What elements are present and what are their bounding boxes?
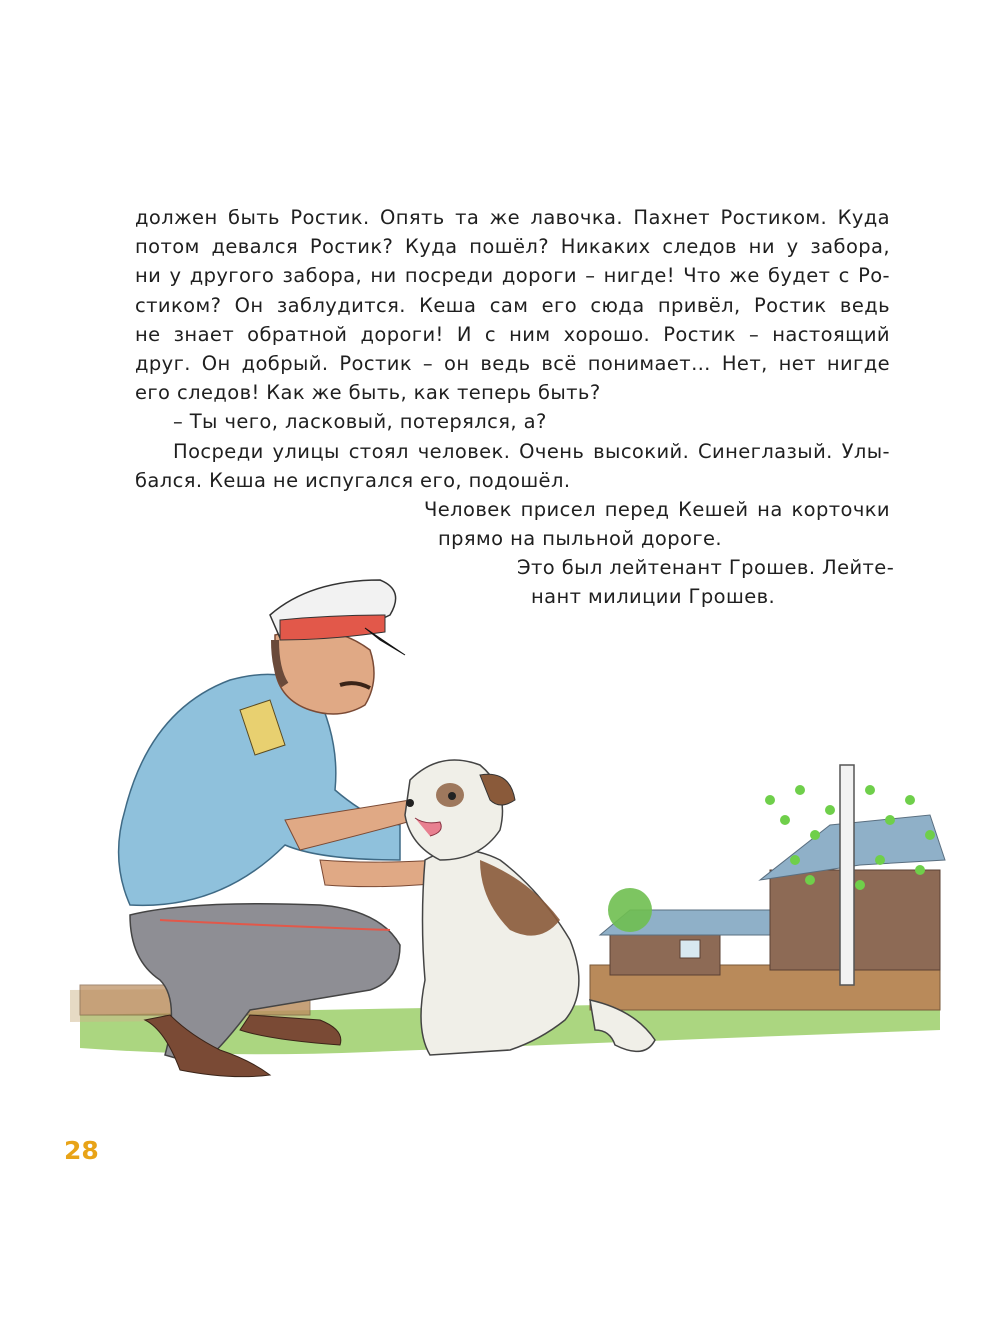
text-line: друг. Он добрый. Ростик – он ведь всё понимает… Нет, нет нигде (135, 351, 890, 375)
text-line: нант милиции Грошев. (531, 585, 776, 609)
text-line: не знает обратной дороги! И с ним хорошо. Ростик – настоящий (135, 322, 890, 346)
story-text (135, 203, 895, 612)
text-line: Это был лейтенант Грошев. Лейте- (517, 556, 895, 580)
text-line: бался. Кеша не испугался его, подошёл. (135, 468, 571, 492)
page-number: 28 (64, 1136, 99, 1165)
text-line: Посреди улицы стоял человек. Очень высокий. Синеглазый. Улы- (173, 439, 890, 463)
text-line: Человек присел перед Кешей на корточки (424, 497, 890, 521)
policeman-dog-illustration (70, 560, 950, 1100)
village-houses (600, 815, 945, 975)
text-line: его следов! Как же быть, как теперь быть? (135, 381, 601, 405)
text-line: должен быть Ростик. Опять та же лавочка. Пахнет Ростиком. Куда (135, 206, 890, 229)
text-line: стиком? Он заблудится. Кеша сам его сюда привёл, Ростик ведь (135, 293, 890, 317)
text-line: ни у другого забора, ни посреди дороги – нигде! Что же будет с Ро- (135, 264, 890, 288)
text-line: прямо на пыльной дороге. (438, 527, 723, 551)
text-line: – Ты чего, ласковый, потерялся, а? (173, 410, 547, 434)
text-line: потом девался Ростик? Куда пошёл? Никаких следов ни у забора, (135, 235, 890, 259)
